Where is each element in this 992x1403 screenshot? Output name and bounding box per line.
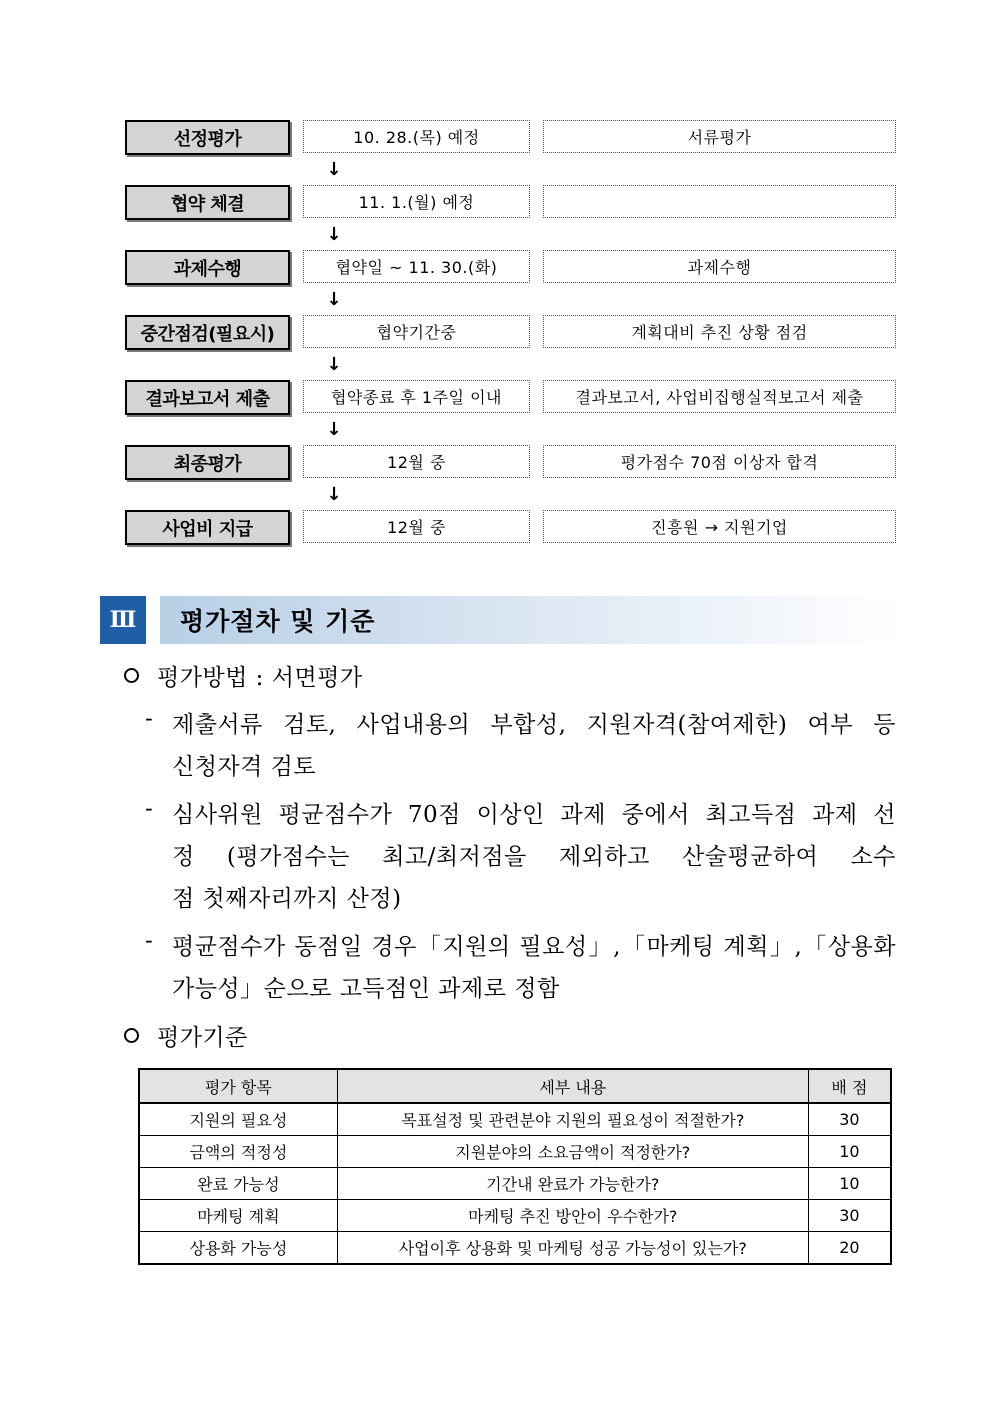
down-arrow-icon: ↓	[326, 224, 342, 245]
stage-description: 진흥원 → 지원기업	[543, 510, 896, 543]
criteria-detail: 마케팅 추진 방안이 우수한가?	[337, 1200, 808, 1232]
stage-label: 사업비 지급	[125, 510, 290, 545]
table-row	[139, 1232, 891, 1265]
column-header: 배 점	[808, 1069, 891, 1103]
method-item-line: 가능성」순으로 고득점인 과제로 정함	[172, 976, 560, 1002]
method-item-line: 평균점수가 동점일 경우「지원의 필요성」,「마케팅 계획」,「상용화	[172, 934, 896, 960]
table-header-row	[139, 1069, 891, 1103]
method-heading: 평가방법 : 서면평가	[157, 665, 363, 691]
stage-description: 결과보고서, 사업비집행실적보고서 제출	[543, 380, 896, 413]
criteria-detail: 목표설정 및 관련분야 지원의 필요성이 적절한가?	[337, 1103, 808, 1136]
stage-label: 결과보고서 제출	[125, 380, 290, 415]
dash-bullet: -	[145, 706, 153, 732]
stage-label: 협약 체결	[125, 185, 290, 220]
stage-description	[543, 185, 896, 218]
method-item-line: 정 (평가점수는 최고/최저점을 제외하고 산술평균하여 소수	[172, 844, 896, 870]
down-arrow-icon: ↓	[326, 289, 342, 310]
method-item-line: 신청자격 검토	[172, 754, 317, 780]
criteria-detail: 기간내 완료가 가능한가?	[337, 1168, 808, 1200]
dash-bullet: -	[145, 796, 153, 822]
table-row	[139, 1136, 891, 1168]
stage-label: 선정평가	[125, 120, 290, 155]
section-title: 평가절차 및 기준	[180, 607, 376, 636]
stage-date: 12월 중	[303, 445, 530, 478]
criteria-table	[138, 1068, 892, 1265]
stage-date: 11. 1.(월) 예정	[303, 185, 530, 218]
column-header: 평가 항목	[139, 1069, 337, 1103]
criteria-item: 지원의 필요성	[139, 1103, 337, 1136]
criteria-heading: 평가기준	[157, 1025, 248, 1051]
section-header	[100, 596, 900, 644]
criteria-item: 금액의 적정성	[139, 1136, 337, 1168]
criteria-item: 완료 가능성	[139, 1168, 337, 1200]
section-number: Ⅲ	[100, 596, 146, 644]
stage-description: 계획대비 추진 상황 점검	[543, 315, 896, 348]
circle-bullet-icon	[124, 668, 139, 683]
stage-date: 협약종료 후 1주일 이내	[303, 380, 530, 413]
criteria-score: 10	[808, 1168, 891, 1200]
down-arrow-icon: ↓	[326, 354, 342, 375]
stage-label: 과제수행	[125, 250, 290, 285]
table-row	[139, 1200, 891, 1232]
criteria-detail: 지원분야의 소요금액이 적정한가?	[337, 1136, 808, 1168]
section-title-bar	[160, 596, 900, 644]
criteria-detail: 사업이후 상용화 및 마케팅 성공 가능성이 있는가?	[337, 1232, 808, 1265]
criteria-score: 20	[808, 1232, 891, 1265]
stage-description: 과제수행	[543, 250, 896, 283]
dash-bullet: -	[145, 928, 153, 954]
table-row	[139, 1168, 891, 1200]
criteria-score: 30	[808, 1103, 891, 1136]
stage-date: 10. 28.(목) 예정	[303, 120, 530, 153]
criteria-score: 30	[808, 1200, 891, 1232]
stage-label: 최종평가	[125, 445, 290, 480]
criteria-score: 10	[808, 1136, 891, 1168]
method-item-line: 제출서류 검토, 사업내용의 부합성, 지원자격(참여제한) 여부 등	[172, 712, 896, 738]
method-item-line: 점 첫째자리까지 산정)	[172, 886, 402, 912]
stage-date: 12월 중	[303, 510, 530, 543]
method-item-line: 심사위원 평균점수가 70점 이상인 과제 중에서 최고득점 과제 선	[172, 802, 896, 828]
down-arrow-icon: ↓	[326, 484, 342, 505]
stage-description: 평가점수 70점 이상자 합격	[543, 445, 896, 478]
down-arrow-icon: ↓	[326, 159, 342, 180]
stage-date: 협약기간중	[303, 315, 530, 348]
column-header: 세부 내용	[337, 1069, 808, 1103]
circle-bullet-icon	[124, 1028, 139, 1043]
criteria-item: 상용화 가능성	[139, 1232, 337, 1265]
down-arrow-icon: ↓	[326, 419, 342, 440]
criteria-item: 마케팅 계획	[139, 1200, 337, 1232]
stage-description: 서류평가	[543, 120, 896, 153]
table-row	[139, 1103, 891, 1136]
stage-date: 협약일 ~ 11. 30.(화)	[303, 250, 530, 283]
stage-label: 중간점검(필요시)	[125, 315, 290, 350]
